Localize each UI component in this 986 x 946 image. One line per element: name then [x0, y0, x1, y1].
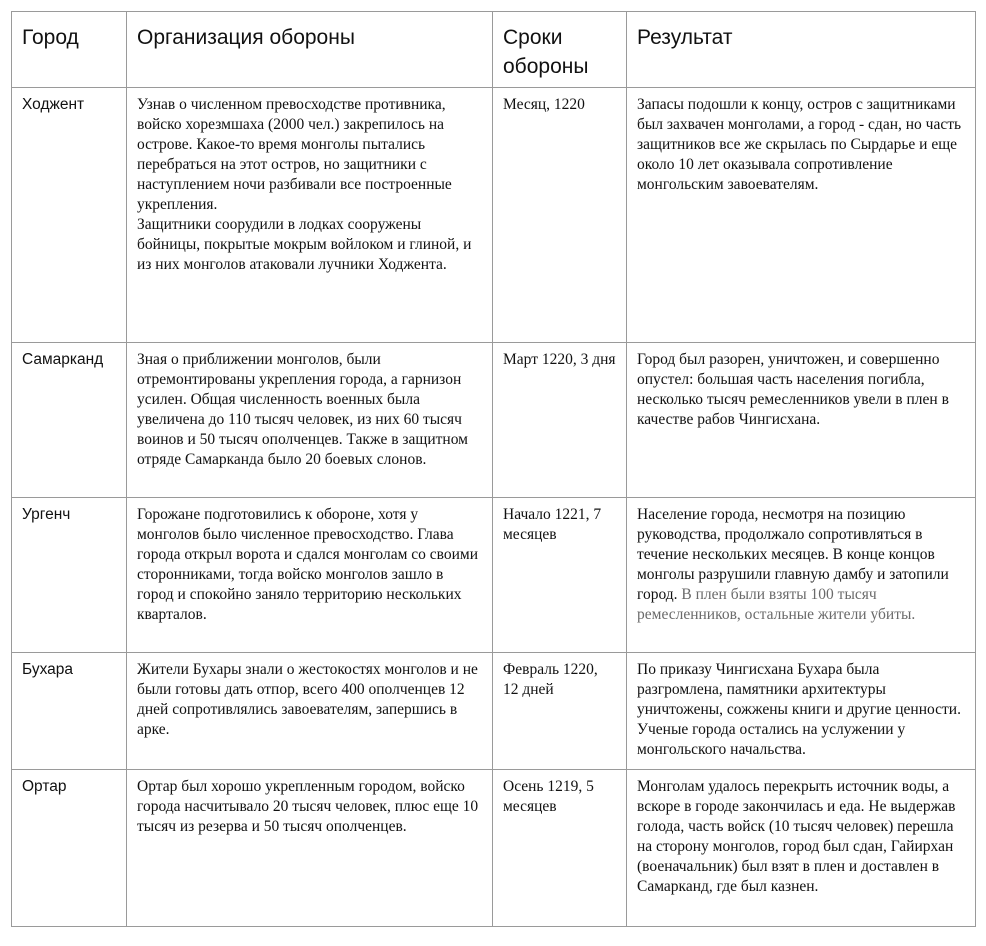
city-cell: Ургенч — [12, 498, 127, 653]
defense-cell — [127, 653, 493, 770]
defense-cell — [127, 498, 493, 653]
result-text: Запасы подошли к концу, остров с защитниками был захвачен монголами, а город - сдан, но часть защитников все же скрылась по Сырдарье и еще около 10 лет оказывала сопротивление монгольским завоевателям. — [637, 96, 962, 193]
city-cell: Ортар — [12, 770, 127, 927]
result-text: Монголам удалось перекрыть источник воды, а вскоре в городе закончилась и еда. Не выдержав голода, часть войск (10 тысяч человек) перешла на сторону монголов, город был сдан, Гайирхан (военачальник) был взят в плен и доставлен в Самарканд, где был казнен. — [637, 778, 956, 895]
city-cell: Ходжент — [12, 88, 127, 343]
table-row — [12, 770, 976, 927]
period-cell: Месяц, 1220 — [493, 88, 627, 343]
defense-text: Зная о приближении монголов, были отремонтированы укрепления города, а гарнизон усилен. Общая численность военных была увеличена до 110 тысяч человек, из них 60 тысяч воинов и 50 тысяч ополченцев. Также в защитном отряде Самарканда было 20 боевых слонов. — [137, 351, 468, 468]
header-result: Результат — [627, 12, 976, 88]
defense-text: Узнав о численном превосходстве противника, войско хорезмшаха (2000 чел.) закрепилось на острове. Какое-то время монголы пытались перебраться на этот остров, но защитники с наступлением ночи разбивали все построенные укрепления. — [137, 96, 452, 213]
defense-cell — [127, 343, 493, 498]
result-cell — [627, 770, 976, 927]
result-cell — [627, 653, 976, 770]
defense-text: Горожане подготовились к обороне, хотя у монголов было численное превосходство. Глава города открыл ворота и сдался монголам со своими сторонниками, тогда войско монголов зашло в город и спокойно заняло территорию нескольких кварталов. — [137, 506, 478, 623]
result-cell — [627, 498, 976, 653]
header-defense-period: Сроки обороны — [493, 12, 627, 88]
period-cell: Начало 1221, 7 месяцев — [493, 498, 627, 653]
result-text: Население города, несмотря на позицию руководства, продолжало сопротивляться в течение нескольких месяцев. В конце концов монголы разрушили главную дамбу и затопили город. — [637, 506, 949, 603]
result-text: Город был разорен, уничтожен, и совершенно опустел: большая часть населения погибла, несколько тысяч ремесленников увели в плен в качестве рабов Чингисхана. — [637, 351, 949, 428]
defense-cell — [127, 88, 493, 343]
result-cell — [627, 88, 976, 343]
defense-text: Жители Бухары знали о жестокостях монголов и не были готовы дать отпор, всего 400 ополченцев 12 дней сопротивлялись завоевателям, запершись в арке. — [137, 661, 478, 738]
table-row — [12, 88, 976, 343]
city-cell: Бухара — [12, 653, 127, 770]
result-cell — [627, 343, 976, 498]
table-header-row — [12, 12, 976, 88]
period-cell: Февраль 1220, 12 дней — [493, 653, 627, 770]
table-row — [12, 498, 976, 653]
result-text-gray: В плен были взяты 100 тысяч ремесленников, остальные жители убиты. — [637, 586, 916, 623]
header-city: Город — [12, 12, 127, 88]
table-row — [12, 343, 976, 498]
defense-table — [11, 11, 976, 927]
defense-text: Защитники соорудили в лодках сооружены бойницы, покрытые мокрым войлоком и глиной, и из них монголов атаковали лучники Ходжента. — [137, 216, 472, 273]
table-row — [12, 653, 976, 770]
period-cell: Осень 1219, 5 месяцев — [493, 770, 627, 927]
defense-text: Ортар был хорошо укрепленным городом, войско города насчитывало 20 тысяч человек, плюс еще 10 тысяч из резерва и 50 тысяч ополченцев. — [137, 778, 479, 835]
header-defense-organization: Организация обороны — [127, 12, 493, 88]
result-text: По приказу Чингисхана Бухара была разгромлена, памятники архитектуры уничтожены, сожжены книги и другие ценности. Ученые города остались на услужении у монгольского начальства. — [637, 661, 961, 758]
city-cell: Самарканд — [12, 343, 127, 498]
period-cell: Март 1220, 3 дня — [493, 343, 627, 498]
defense-cell — [127, 770, 493, 927]
